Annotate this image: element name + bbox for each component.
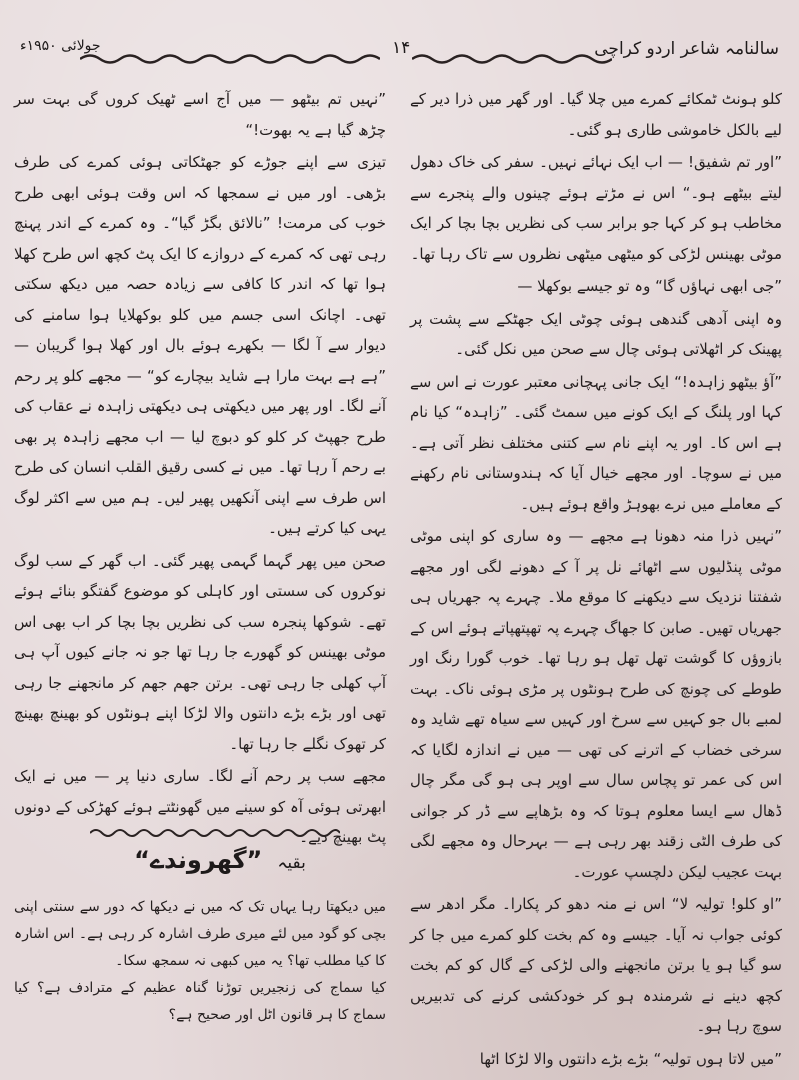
header-wave-left [80,52,380,66]
section-divider [90,826,340,840]
paragraph: صحن میں پھر گہما گہمی پھیر گئی۔ اب گھر کے سب لوگ نوکروں کی سستی اور کاہلی کو موضوع گفتگو بنائے ہوئے تھے۔ شوکھا پنجرہ سب کی نظریں بچا بچا کر اب بھی اس موٹی بھینس کو گھورے جا رہا تھا جو نہ جانے کیوں آپ ہی آپ کھلی جا رہی تھی۔ برتن جھم جھم کر مانجھنے جا رہی تھی اور بڑے بڑے دانتوں والا لڑکا اپنے ہونٹوں کو بھینچ بھینچ کر تھوک نگلے جا رہا تھا۔ [14,551,386,753]
paragraph: میں دیکھتا رہا یہاں تک کہ میں نے دیکھا کہ دور سے سنتی اپنی بچی کو گود میں لئے میری طرف اشارہ کر رہی ہے۔ اس اشارہ کا کیا مطلب تھا؟ یہ میں کبھی نہ سمجھ سکا۔ [14,899,386,969]
paragraph: تیزی سے اپنے جوڑے کو جھٹکاتی ہوئی کمرے کی طرف بڑھی۔ اور میں نے سمجھا کہ اس وقت ہوئی ابھی طرح خوب کی مرمت! ”نالائق بگڑ گیا“۔ وہ کمرے کے اندر پہنچ رہی تھی کہ کمرے کے دروازے کا ایک پٹ کچھ اس طرح کھلا ہوا تھا کہ اندر کا کافی سے زیادہ حصہ میں دیکھ سکتی تھی۔ اچانک اسی جسم میں کلو بوکھلایا ہوا سامنے کی دیوار سے آ لگا — بکھرے ہوئے بال اور کھلا ہوا گریبان — ”ہے ہے بہت مارا ہے شاید بیچارے کو“ — مجھے کلو پر رحم آنے لگا۔ اور پھر میں دیکھتی ہی دیکھتی زاہدہ نے عقاب کی طرح جھپٹ کر کلو کو دبوچ لیا — اب مجھے زاہدہ پر بھی بے رحم آ رہا تھا۔ میں نے کسی رقیق القلب انسان کی طرح اس طرف سے اپنی آنکھیں پھیر لیں۔ ہم میں سے اکثر لوگ یہی کیا کرتے ہیں۔ [14,153,386,537]
paragraph: ”نہیں ذرا منہ دھونا ہے مجھے — وہ ساری کو اپنی موٹی موٹی پنڈلیوں سے اٹھائے نل پر آ کے دھونے لگی اور مجھے شفتنا نزدیک سے دیکھنے کا موقع ملا۔ چہرے پہ جھریاں ہی جھریاں تھیں۔ صابن کا جھاگ چہرے پہ تھپتھپاتے ہوئے اس کے بازوؤں کا گوشت تھل تھل ہو رہا تھا۔ خوب گورا رنگ اور طوطے کی چونچ کی طرح ہونٹوں پر مڑی ہوئی ناک۔ بہت لمبے بال جو کہیں سے سرخ اور کہیں سے سیاہ تھے شاید وہ سرخی خضاب کے اترنے کی تھی — میں نے اندازہ لگایا کہ اس کی عمر تو پچاس سال سے اوپر ہی ہو گی مگر چال ڈھال سے ایسا معلوم ہوتا کہ وہ بڑھاپے سے ڈر کر جوانی کی طرف الٹی زقند بھر رہی ہے — بہرحال وہ مجھے لگی بہت عجیب لیکن دلچسپ عورت۔ [410,527,782,881]
right-column [410,84,782,1076]
sequel-title: ”گھروندے“ [134,846,263,874]
paragraph: ”نہیں تم بیٹھو — میں آج اسے ٹھیک کروں گی بہت سر چڑھ گیا ہے یہ بھوت!“ [14,90,386,139]
paragraph: ”او کلو! تولیہ لا“ اس نے منہ دھو کر پکارا۔ مگر ادھر سے کوئی جواب نہ آیا۔ جیسے وہ کم بخت کلو کمرے میں جا کر سو گیا ہو یا برتن مانجھنے والی لڑکی کے گال کو کم بخت کچھ دینے نے شرمندہ ہو کر خودکشی کرنے کی تدبیریں سوچ رہا ہو۔ [410,895,782,1035]
paragraph: ”میں لاتا ہوں تولیہ“ بڑے بڑے دانتوں والا لڑکا اٹھا [479,1049,782,1068]
sequel-body [14,894,386,1029]
left-column [14,84,386,855]
journal-title: سالنامہ شاعر اردو کراچی [594,39,779,59]
paragraph: ”جی ابھی نہاؤں گا“ وہ تو جیسے بوکھلا — [517,277,782,295]
paragraph: کیا سماج کی زنجیریں توڑنا گناہ عظیم کے مترادف ہے؟ کیا سماج کا ہر قانون اٹل اور صحیح ہے؟ [14,980,386,1023]
paragraph: ”اور تم شفیق! — اب ایک نہائے نہیں۔ سفر کی خاک دھول لیتے بیٹھے ہو۔“ اس نے مڑتے ہوئے چینوں والے پنجرے سے مخاطب ہو کر کہا جو برابر سب کی نظریں بچا بچا کر ایک موٹی بھینس لڑکی کو میٹھی میٹھی نظروں سے تاک رہا تھا۔ [410,153,782,263]
header-wave-right [412,52,612,66]
sequel-heading [120,846,320,888]
paragraph: مجھے سب پر رحم آنے لگا۔ ساری دنیا پر — میں نے ایک ابھرتی ہوئی آہ کو سینے میں گھونٹتے ہوئے کھڑکی کے دونوں پٹ بھینچ دیے۔ [14,767,386,846]
issue-date: جولائی ۱۹۵۰ء [20,38,101,54]
paragraph: کلو ہونٹ ٹمکائے کمرے میں چلا گیا۔ اور گھر میں ذرا دیر کے لیے بالکل خاموشی طاری ہو گئی۔ [410,90,782,139]
paragraph: وہ اپنی آدھی گندھی ہوئی چوٹی ایک جھٹکے سے پشت پر پھینک کر اٹھلاتی ہوئی چال سے صحن میں نکل گئی۔ [410,309,782,358]
sequel-prefix: بقیہ [277,853,306,873]
page-number: ۱۴ [392,38,411,58]
paragraph: ”آؤ بیٹھو زاہدہ!“ ایک جانی پہچانی معتبر عورت نے اس سے کہا اور پلنگ کے ایک کونے میں سمٹ گئی۔ ”زاہدہ“ کیا نام ہے اس کا۔ اور یہ اپنے نام سے کتنی مختلف نظر آتی ہے۔ میں نے سوچا۔ اور مجھے خیال آیا کہ ہندوستانی نام رکھنے کے معاملے میں نرے بھوہڑ واقع ہوئے ہیں۔ [410,372,782,513]
page-header [20,34,779,74]
